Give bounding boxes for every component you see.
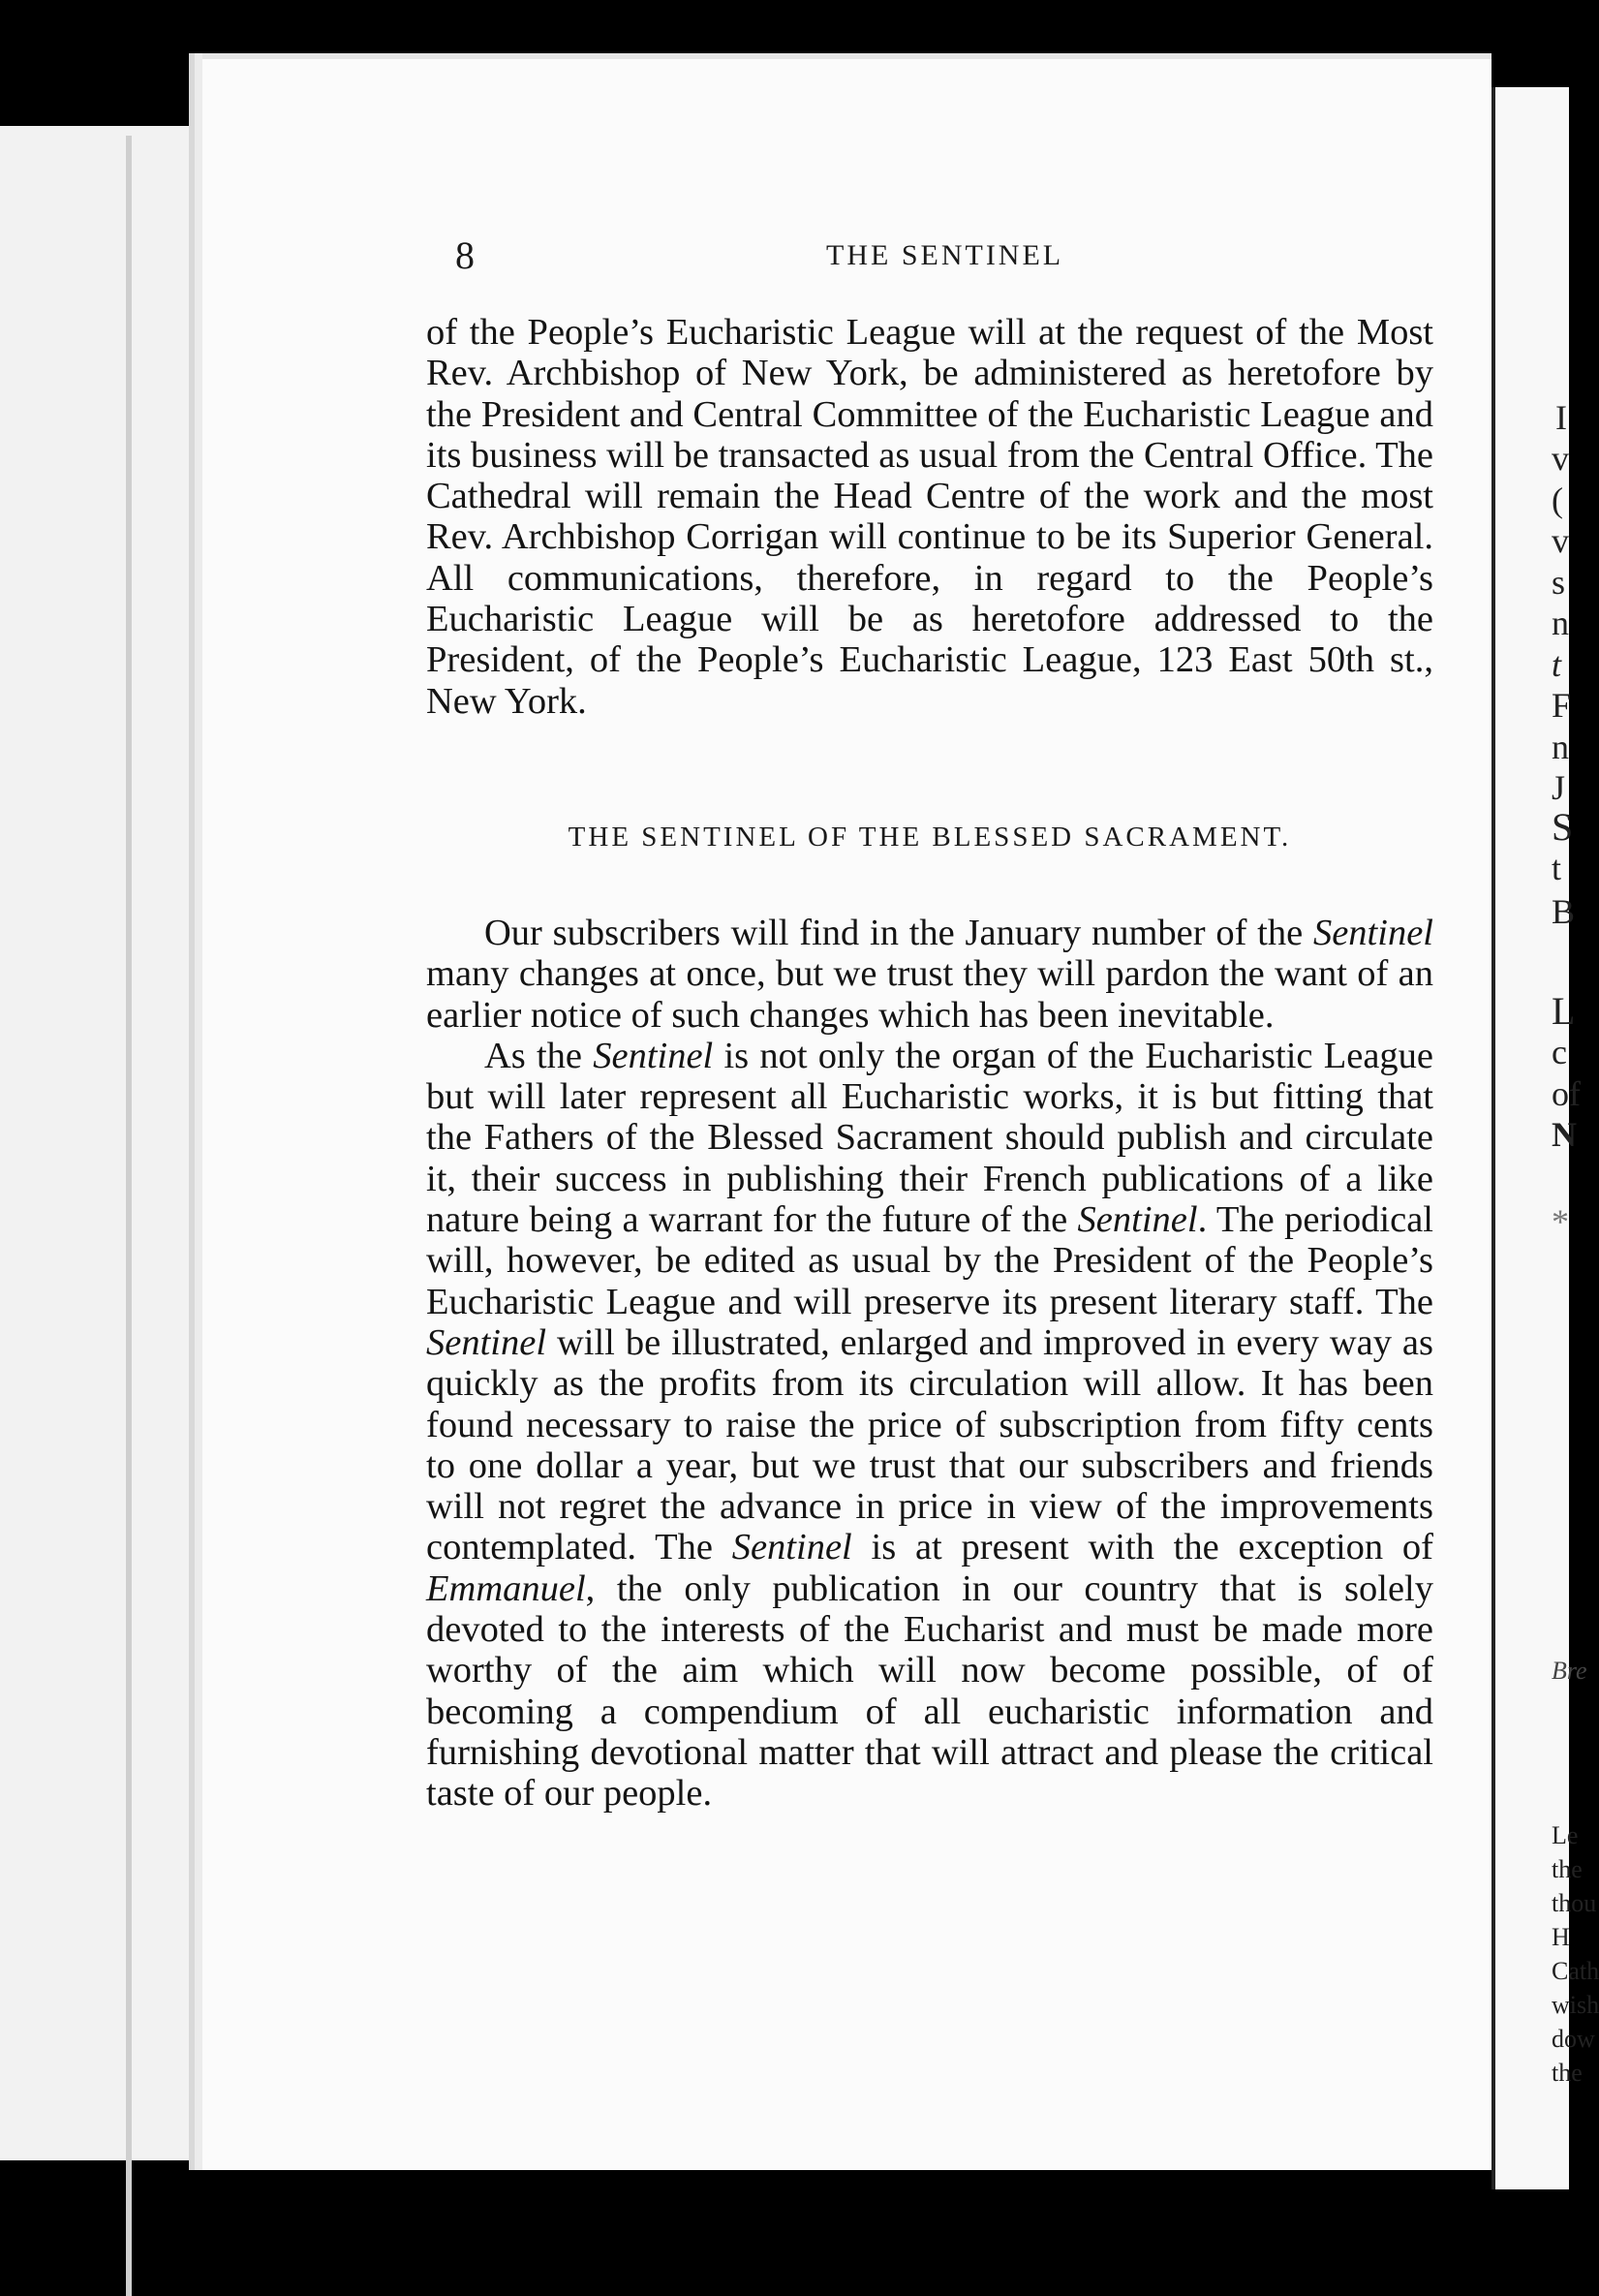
continuation-paragraph	[426, 312, 1433, 722]
running-head	[455, 233, 1366, 281]
facing-page-edge	[1491, 87, 1599, 2189]
paragraph: of the People’s Eucharistic League will at the request of the Most Rev. Archbishop of New York, be administered as heretofore by the President and Central Committee of the Eucharistic League and its business will be transacted as usual from the Central Office. The Cathedral will remain the Head Centre of the work and the most Rev. Archbishop Corrigan will continue to be its Superior General. All communications, therefore, in regard to the People’s Eucharistic League will be as heretofore addressed to the President, of the People’s Eucharistic League, 123 East 50th st., New York.	[426, 312, 1433, 722]
section-heading: THE SENTINEL OF THE BLESSED SACRAMENT.	[568, 822, 1292, 853]
paragraph: Our subscribers will find in the January number of the Sentinel many changes at once, but we trust they will pardon the want of an earlier notice of such changes which has been inevitable.	[426, 913, 1433, 1036]
facing-fragment: S	[1552, 805, 1574, 849]
facing-fragment: Le	[1552, 1821, 1579, 1849]
facing-fragment: B	[1552, 892, 1576, 931]
facing-fragment: I	[1555, 398, 1567, 437]
facing-fragment: Bre	[1552, 1657, 1587, 1685]
facing-fragment: v	[1552, 521, 1569, 560]
facing-fragment: F	[1552, 686, 1572, 725]
facing-fragment: v	[1552, 439, 1569, 478]
facing-fragment: n	[1552, 604, 1569, 642]
page-fold-line	[126, 136, 132, 2296]
facing-fragment: t	[1552, 645, 1562, 684]
facing-fragment: c	[1552, 1033, 1567, 1071]
section-body	[426, 913, 1433, 1815]
facing-fragment: of	[1552, 1074, 1581, 1113]
page-number: 8	[455, 233, 475, 277]
facing-fragment: thou	[1552, 1889, 1597, 1917]
facing-fragment: (	[1552, 481, 1563, 519]
facing-fragment: Cath	[1552, 1957, 1599, 1985]
facing-fragment: s	[1552, 563, 1566, 602]
facing-fragment: n	[1552, 728, 1569, 766]
facing-fragment: J	[1552, 768, 1566, 807]
facing-fragment: wish	[1552, 1991, 1599, 2019]
facing-fragment: the	[1552, 1855, 1583, 1883]
running-head-title: THE SENTINEL	[826, 239, 1064, 271]
facing-fragment: L	[1552, 989, 1576, 1033]
facing-fragment: the	[1552, 2059, 1583, 2087]
facing-fragment: dow	[1552, 2025, 1595, 2053]
facing-fragment: t	[1552, 849, 1562, 887]
facing-ornament: *	[1552, 1202, 1569, 1241]
facing-fragment: H	[1552, 1923, 1570, 1951]
facing-fragment: N	[1552, 1115, 1577, 1154]
paragraph: As the Sentinel is not only the organ of the Eucharistic League but will later represent all Eucharistic works, it is but fitting that the Fathers of the Blessed Sacrament should publish and circulate it, their success in publishing their French publications of a like nature being a warrant for the future of the Sentinel. The periodical will, however, be edited as usual by the President of the People’s Eucharistic League and will preserve its present literary staff. The Sentinel will be illustrated, enlarged and improved in every way as quickly as the profits from its circulation will allow. It has been found necessary to raise the price of subscription from fifty cents to one dollar a year, but we trust that our subscribers and friends will not regret the advance in price in view of the improvements contemplated. The Sentinel is at present with the exception of Emmanuel, the only publication in our country that is solely devoted to the interests of the Eucharist and must be made more worthy of the aim which will now become possible, of of becoming a compendium of all eucharistic information and furnishing devotional matter that will attract and please the critical taste of our people.	[426, 1035, 1433, 1815]
